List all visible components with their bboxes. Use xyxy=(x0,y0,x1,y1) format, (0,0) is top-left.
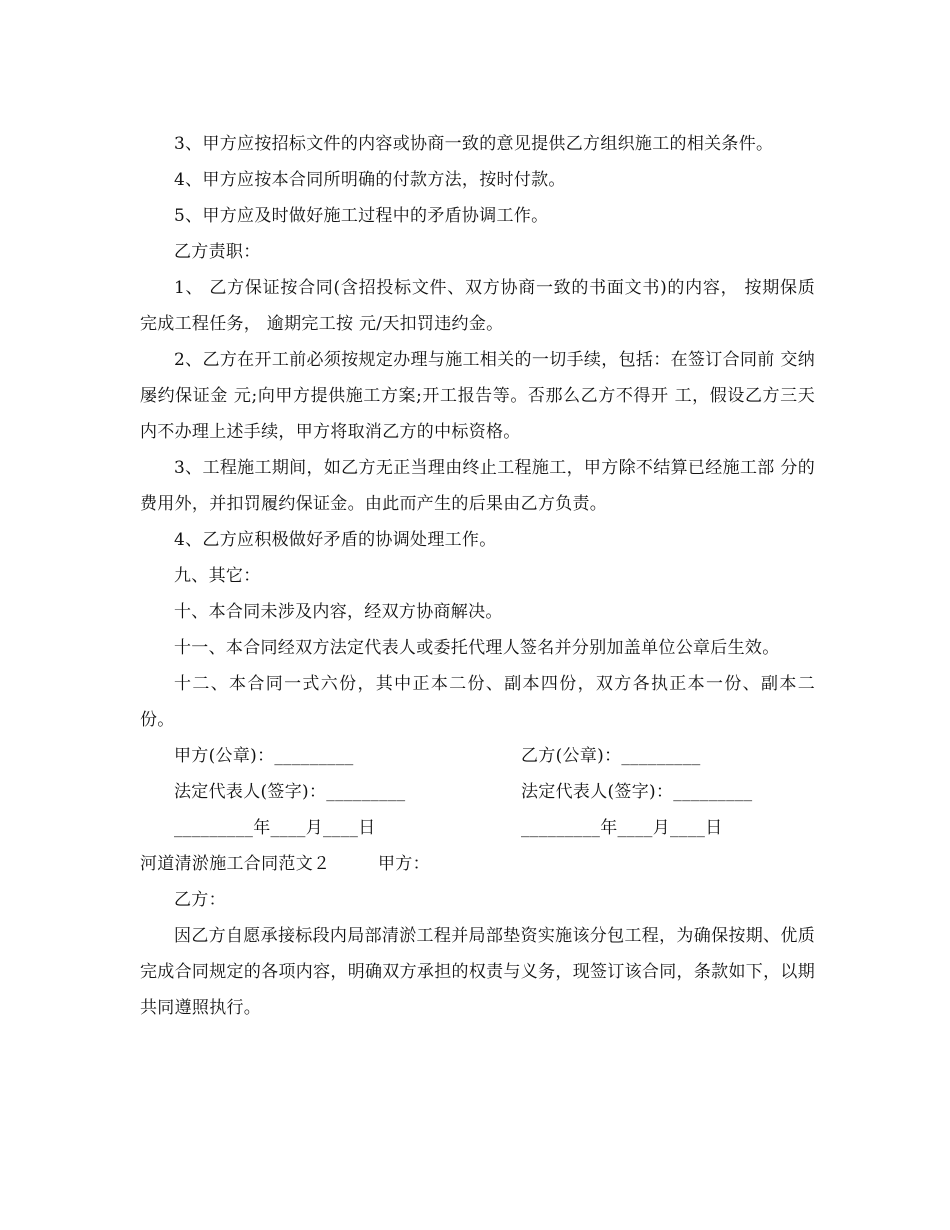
clause-b4: 4、乙方应积极做好矛盾的协调处理工作。 xyxy=(174,530,497,550)
section-heading-other: 九、其它： xyxy=(174,566,261,586)
party-a-seal-field: 甲方(公章)：_________ xyxy=(174,746,354,766)
party-a-date-field: _________年____月____日 xyxy=(174,818,376,838)
second-contract-title-row xyxy=(140,846,815,882)
signature-row-date xyxy=(140,810,815,846)
clause-a3: 3、甲方应按招标文件的内容或协商一致的意见提供乙方组织施工的相关条件。 xyxy=(174,134,774,154)
section-heading-party-b-duties: 乙方责职： xyxy=(174,242,261,262)
party-a-rep-field: 法定代表人(签字)：_________ xyxy=(174,782,406,802)
document-body xyxy=(140,126,815,1026)
second-party-a-label: 甲方： xyxy=(378,854,430,874)
clause-ten: 十、本合同未涉及内容，经双方协商解决。 xyxy=(174,602,503,622)
clause-a4: 4、甲方应按本合同所明确的付款方法，按时付款。 xyxy=(174,170,566,190)
clause-b2: 2、乙方在开工前必须按规定办理与施工相关的一切手续，包括：在签订合同前 交纳屡约保证金 元;向甲方提供施工方案;开工报告等。否那么乙方不得开 工，假设乙方三天内不办理上述手续，甲方将取消乙方的中标资格。 xyxy=(140,350,815,442)
signature-row-seal xyxy=(140,738,815,774)
party-b-seal-field: 乙方(公章)：_________ xyxy=(521,746,701,766)
clause-b1: 1、 乙方保证按合同(含招投标文件、双方协商一致的书面文书)的内容， 按期保质完成工程任务， 逾期完工按 元/天扣罚违约金。 xyxy=(140,278,815,334)
party-b-date-field: _________年____月____日 xyxy=(521,818,723,838)
second-contract-title: 河道清淤施工合同范文２ xyxy=(140,854,331,874)
second-party-b-label: 乙方： xyxy=(174,890,226,910)
second-contract-intro: 因乙方自愿承接标段内局部清淤工程并局部垫资实施该分包工程，为确保按期、优质完成合同规定的各项内容，明确双方承担的权责与义务，现签订该合同，条款如下，以期共同遵照执行。 xyxy=(140,926,815,1018)
signature-row-representative xyxy=(140,774,815,810)
clause-eleven: 十一、本合同经双方法定代表人或委托代理人签名并分别加盖单位公章后生效。 xyxy=(174,638,780,658)
party-b-rep-field: 法定代表人(签字)：_________ xyxy=(521,782,753,802)
clause-b3: 3、工程施工期间，如乙方无正当理由终止工程施工，甲方除不结算已经施工部 分的费用外，并扣罚履约保证金。由此而产生的后果由乙方负责。 xyxy=(140,458,815,514)
clause-twelve: 十二、本合同一式六份，其中正本二份、副本四份，双方各执正本一份、副本二 份。 xyxy=(140,674,815,730)
clause-a5: 5、甲方应及时做好施工过程中的矛盾协调工作。 xyxy=(174,206,549,226)
